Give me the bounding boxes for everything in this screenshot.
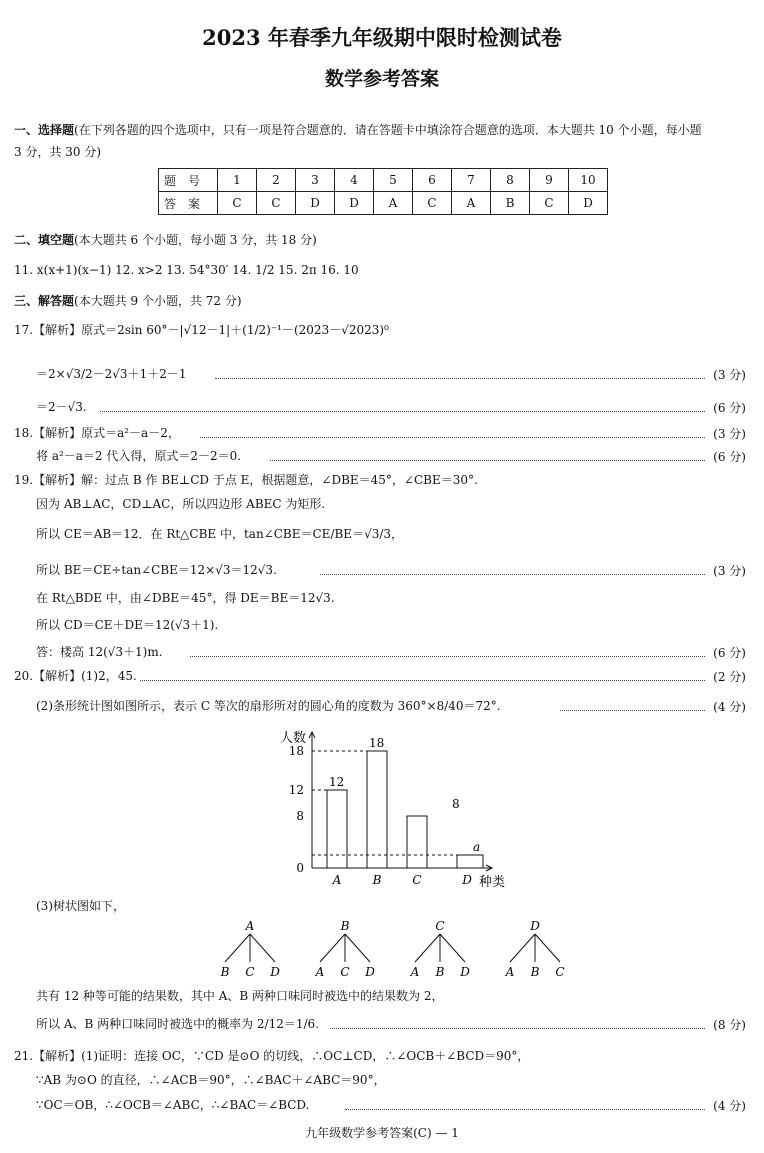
answer-cell: A [374,192,413,215]
dot-leader [345,1109,705,1110]
section2-heading: 二、填空题 [14,233,75,247]
answer-cell: D [335,192,374,215]
section1-desc-2: 3 分，共 30 分) [14,145,102,159]
tree-leaf: B [530,965,540,979]
answer-cell: D [296,192,335,215]
q21-line-3: ∵OC＝OB，∴∠OCB＝∠ABC，∴∠BAC＝∠BCD. [36,1098,310,1112]
tree-leaf: C [340,965,350,979]
score-mark: (4 分) [713,700,746,714]
dot-leader [320,574,705,575]
section3-desc: (本大题共 9 个小题，共 72 分) [74,294,242,308]
score-mark: (3 分) [713,427,746,441]
question-number: 4 [335,169,374,192]
page-subtitle: 数学参考答案 [324,68,439,90]
bar [367,751,387,868]
tree-root: B [340,919,350,933]
q20-line-4: 共有 12 种等可能的结果数，其中 A、B 两种口味同时被选中的结果数为 2， [36,989,444,1003]
category-label: C [412,873,422,887]
tree-leaf: A [410,965,420,979]
q17-line-3: ＝2－√3. [36,400,87,414]
tree-root: A [245,919,255,933]
q19-line-5: 在 Rt△BDE 中，由∠DBE＝45°，得 DE＝BE＝12√3. [36,591,335,605]
q21-line-2: ∵AB 为⊙O 的直径，∴∠ACB＝90°，∴∠BAC＋∠ABC＝90°， [36,1073,386,1087]
score-mark: (3 分) [713,368,746,382]
answer-cell: A [452,192,491,215]
y-tick-label: 8 [296,809,304,823]
answer-table-answer-row [159,192,608,215]
tree-branch [415,934,440,962]
q19-line-3: 所以 CE＝AB＝12．在 Rt△CBE 中，tan∠CBE＝CE/BE＝√3/3， [36,527,404,541]
category-label: A [332,873,342,887]
tree-branch [535,934,560,962]
dot-leader [200,437,705,438]
question-number: 10 [569,169,608,192]
score-mark: (8 分) [713,1018,746,1032]
score-mark: (6 分) [713,401,746,415]
q20-line-1: 20.【解析】(1)2，45. [14,669,137,683]
q20-line-5: 所以 A、B 两种口味同时被选中的概率为 2/12＝1/6. [36,1017,320,1031]
tree-branch [250,934,275,962]
dot-leader [190,656,705,657]
bar [327,790,347,868]
tree-diagram [200,916,600,986]
section3-text [14,293,242,309]
tree-leaf: D [460,965,470,979]
dot-leader [215,378,705,379]
question-number: 3 [296,169,335,192]
number-row-label: 题号 [159,169,218,192]
bar-value-label: 12 [329,775,345,789]
dot-leader [100,411,705,412]
answer-table-number-row [159,169,608,192]
q17-line-1: 17.【解析】原式＝2sin 60°－|√12－1|＋(1/2)⁻¹－(2023－√2023)⁰ [14,323,389,337]
page-title: 2023 年春季九年级期中限时检测试卷 [202,25,562,50]
tree-branch [225,934,250,962]
answer-cell: C [218,192,257,215]
section2-text [14,232,317,248]
q19-line-2: 因为 AB⊥AC，CD⊥AC，所以四边形 ABEC 为矩形. [36,497,326,511]
dot-leader [270,460,705,461]
answer-row-label: 答案 [159,192,218,215]
answer-cell: C [413,192,452,215]
question-number: 2 [257,169,296,192]
tree-branch [510,934,535,962]
q20-line-2: (2)条形统计图如图所示，表示 C 等次的扇形所对的圆心角的度数为 360°×8/40＝72°. [36,699,501,713]
tree-leaf: D [270,965,280,979]
tree-leaf: A [315,965,325,979]
q18-line-1: 18.【解析】原式＝a²－a－2， [14,426,180,440]
section1-desc: (在下列各题的四个选项中，只有一项是符合题意的．请在答题卡中填涂符合题意的选项．本大题共 10 个小题，每小题 [74,123,702,137]
tree-root: C [435,919,445,933]
question-number: 7 [452,169,491,192]
tree-leaf: B [220,965,230,979]
category-label: D [462,873,472,887]
question-number: 1 [218,169,257,192]
tree-branch [320,934,345,962]
dot-leader [140,680,705,681]
bar [457,855,483,868]
answer-cell: D [569,192,608,215]
dot-leader [560,710,705,711]
answer-table [158,168,608,215]
page-footer: 九年级数学参考答案(C) — 1 [305,1126,459,1140]
tree-leaf: C [555,965,565,979]
y-tick-label: 18 [288,744,304,758]
q19-line-6: 所以 CD＝CE＋DE＝12(√3＋1). [36,618,219,632]
bar [407,816,427,868]
tree-branch [345,934,370,962]
q17-line-2: ＝2×√3/2－2√3＋1＋2－1 [36,367,187,381]
q19-line-4: 所以 BE＝CE÷tan∠CBE＝12×√3＝12√3. [36,563,277,577]
answer-cell: B [491,192,530,215]
question-number: 6 [413,169,452,192]
score-mark: (6 分) [713,646,746,660]
y-axis-label: 人数 [280,731,307,746]
tree-root: D [530,919,540,933]
dot-leader [330,1028,705,1029]
q19-line-7: 答：楼高 12(√3＋1)m. [36,645,163,659]
q18-line-2: 将 a²－a＝2 代入得，原式＝2－2＝0. [36,449,242,463]
q21-line-1: 21.【解析】(1)证明：连接 OC，∵CD 是⊙O 的切线，∴OC⊥CD，∴∠OCB＋∠BCD＝90°， [14,1049,530,1063]
q20-line-3: (3)树状图如下， [36,899,125,913]
fill-blank-answers: 11. x(x+1)(x−1) 12. x>2 13. 54°30′ 14. 1/2 15. 2π 16. 10 [14,263,359,277]
score-mark: (6 分) [713,450,746,464]
section1-text [14,122,702,138]
section3-heading: 三、解答题 [14,294,75,308]
y-tick-label: 0 [296,861,304,875]
score-mark: (3 分) [713,564,746,578]
y-tick-label: 12 [288,783,304,797]
bar-value-label: a [473,840,481,854]
tree-leaf: D [365,965,375,979]
q19-line-1: 19.【解析】解：过点 B 作 BE⊥CD 于点 E，根据题意，∠DBE＝45°，∠CBE＝30°. [14,473,478,487]
tree-leaf: B [435,965,445,979]
tree-branch [440,934,465,962]
tree-leaf: C [245,965,255,979]
question-number: 8 [491,169,530,192]
bar-chart [270,726,510,896]
question-number: 9 [530,169,569,192]
score-mark: (2 分) [713,670,746,684]
category-label: B [372,873,382,887]
bar-value-label: 8 [452,797,460,811]
answer-cell: C [530,192,569,215]
section1-heading: 一、选择题 [14,123,75,137]
x-axis-label: 种类 [479,875,506,890]
section2-desc: (本大题共 6 个小题，每小题 3 分，共 18 分) [74,233,317,247]
bar-value-label: 18 [369,736,385,750]
question-number: 5 [374,169,413,192]
tree-leaf: A [505,965,515,979]
score-mark: (4 分) [713,1099,746,1113]
answer-cell: C [257,192,296,215]
